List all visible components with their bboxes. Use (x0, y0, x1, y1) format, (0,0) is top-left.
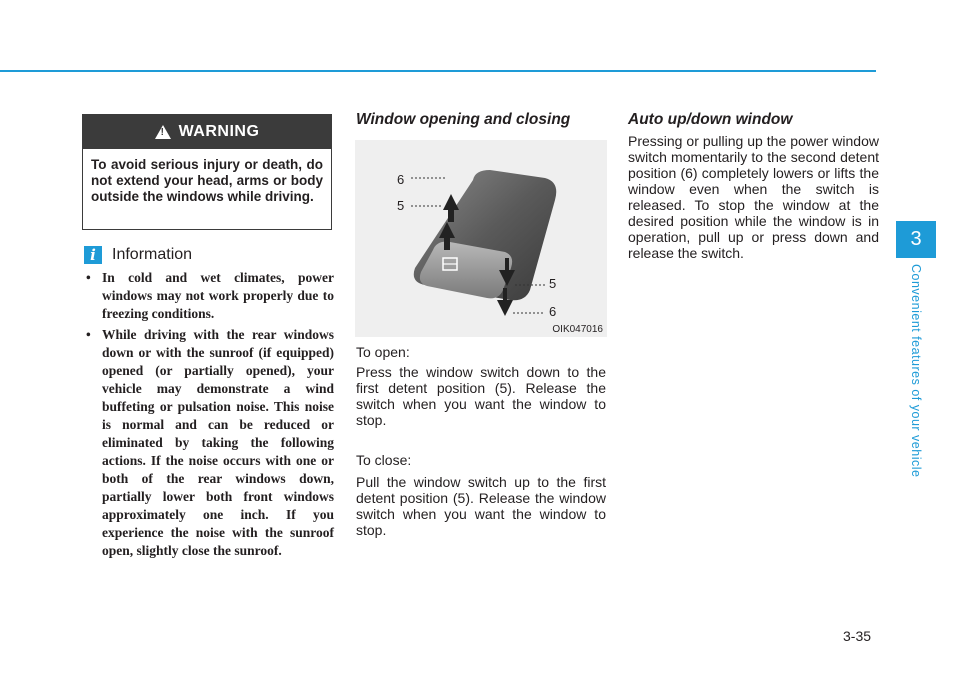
page-number: 3-35 (843, 628, 872, 644)
close-text: Pull the window switch up to the first detent position (5). Release the window switch when you want the window to stop. (356, 474, 606, 538)
label-5-bottom: 5 (549, 276, 557, 291)
info-icon: i (84, 246, 102, 264)
open-label: To open: (356, 344, 410, 360)
warning-label: WARNING (178, 123, 260, 140)
open-text: Press the window switch down to the first detent position (5). Release the switch when you want the window to stop. (356, 364, 606, 428)
chapter-label: Convenient features of your vehicle (909, 264, 923, 478)
information-title: Information (112, 246, 193, 263)
label-6-bottom: 6 (549, 304, 557, 319)
label-6-top: 6 (397, 172, 405, 187)
chapter-tab: 3 (896, 221, 936, 258)
top-rule (0, 70, 876, 72)
close-label: To close: (356, 452, 412, 468)
list-item: • In cold and wet climates, power windows may not work properly due to freezing conditions. (86, 269, 334, 323)
auto-text: Pressing or pulling up the power window switch momentarily to the second detent position (6) completely lowers or lifts the window even when the switch is released. To stop the window at the desired position while the window is in operation, pull up or press down and release the switch. (628, 133, 879, 261)
section-title-window: Window opening and closing (356, 111, 571, 128)
window-switch-illustration (355, 140, 607, 337)
warning-box (82, 114, 332, 230)
label-5-top: 5 (397, 198, 405, 213)
window-switch-figure (355, 140, 607, 337)
warning-triangle-icon (155, 125, 171, 139)
section-title-auto: Auto up/down window (628, 111, 793, 128)
list-item: • While driving with the rear windows down or with the sunroof (if equipped) opened (or partially opened), your vehicle may demonstrate a wind buffeting or pulsation noise. This noise is normal and can be reduced or eliminated by taking the following actions. If the noise occurs with one or both of the rear windows down, partially lower both front windows approximately one inch. If you experience the noise with the sunroof open, slightly close the sunroof. (86, 326, 334, 560)
figure-code: OIK047016 (552, 324, 603, 335)
information-header (84, 246, 192, 264)
information-list (86, 269, 334, 563)
warning-text: To avoid serious injury or death, do not extend your head, arms or body outside the windows while driving. (91, 157, 323, 204)
chapter-side-label (897, 264, 935, 492)
warning-header (83, 115, 331, 149)
